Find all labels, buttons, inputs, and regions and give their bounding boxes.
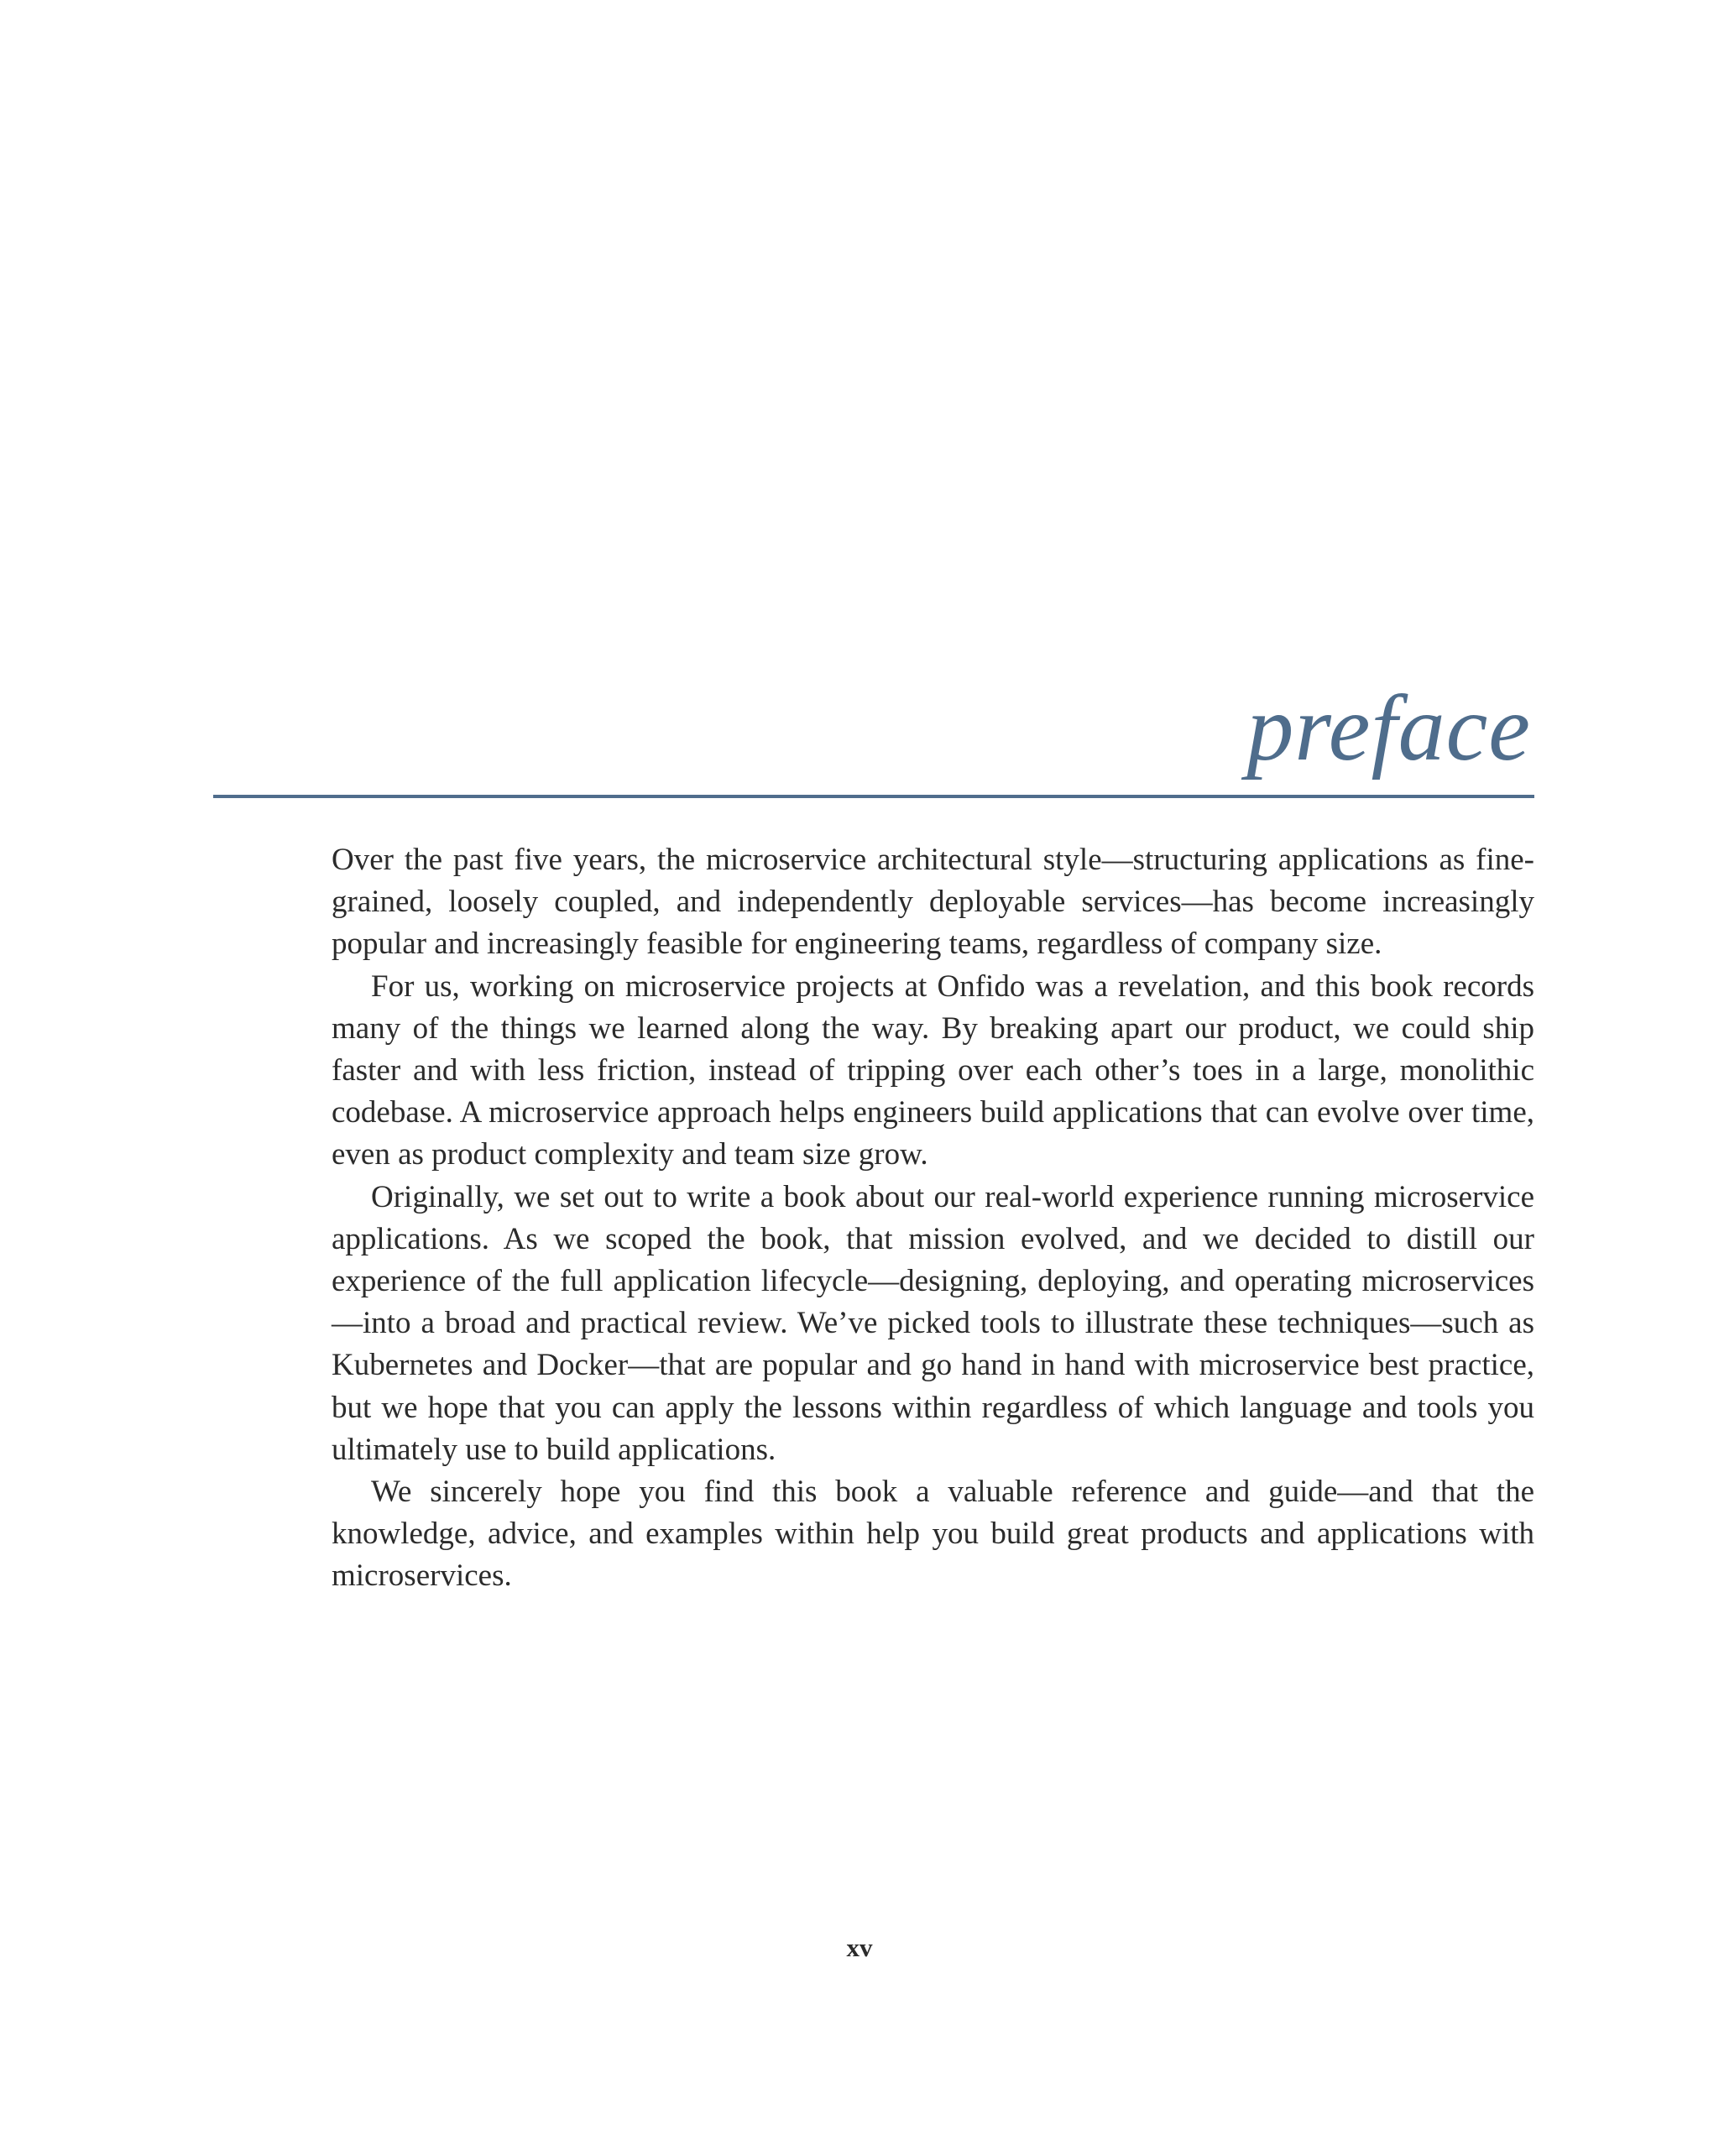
preface-body: [332, 839, 1534, 1598]
chapter-title: preface: [1246, 676, 1531, 780]
title-rule: [213, 795, 1534, 798]
paragraph: Originally, we set out to write a book about our real-world experience running microservice applications. As we scoped the book, that mission evolved, and we decided to distill our experience of the full application lifecycle—designing, deploying, and operating microservices—into a broad and practical review. We’ve picked tools to illustrate these techniques—such as Kubernetes and Docker—that are popular and go hand in hand with microservice best practice, but we hope that you can apply the lessons within regardless of which language and tools you ultimately use to build applications.: [332, 1179, 1534, 1467]
paragraph: We sincerely hope you find this book a valuable reference and guide—and that the knowledge, advice, and examples within help you build great products and applications with microservices.: [332, 1475, 1534, 1594]
page-number: xv: [846, 1933, 873, 1962]
paragraph: Over the past five years, the microservice architectural style—structuring applications as fine-grained, loosely coupled, and independently deployable services—has become increasingly popular and increasingly feasible for engineering teams, regardless of company size.: [332, 843, 1534, 962]
paragraph: For us, working on microservice projects at Onfido was a revelation, and this book records many of the things we learned along the way. By breaking apart our product, we could ship faster and with less friction, instead of tripping over each other’s toes in a large, monolithic codebase. A microservice approach helps engineers build applications that can evolve over time, even as product complexity and team size grow.: [332, 968, 1534, 1172]
